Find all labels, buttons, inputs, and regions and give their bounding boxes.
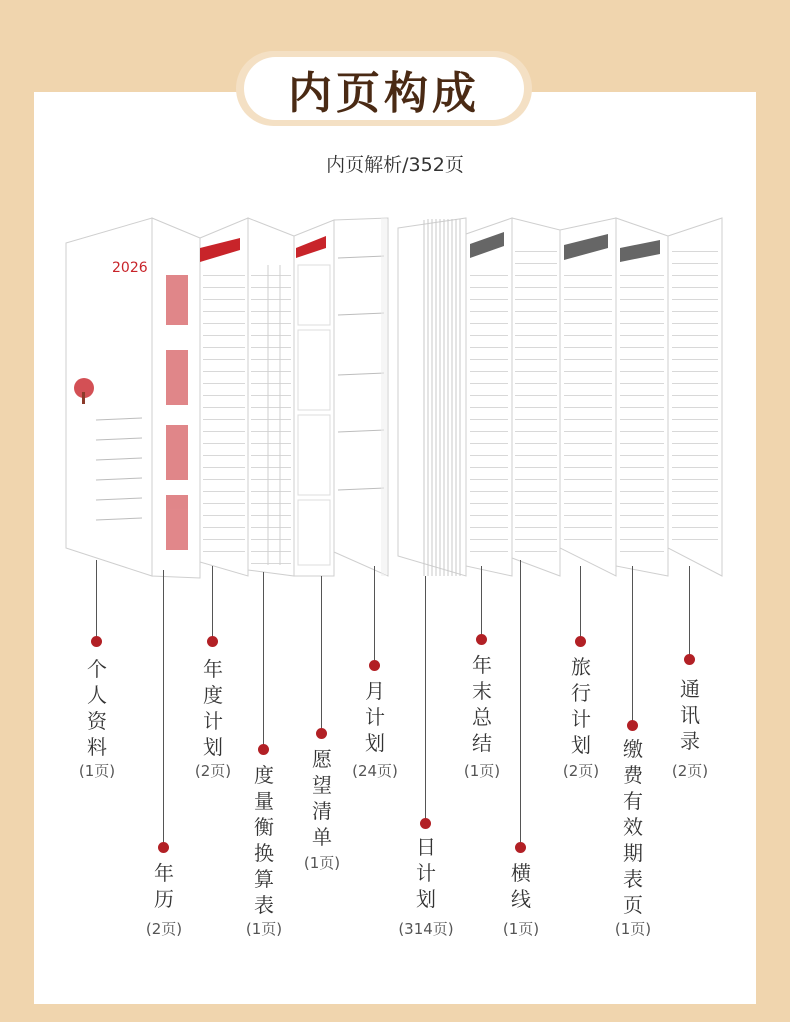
callout-label: 月计划	[365, 679, 385, 755]
callout-label: 度量衡换算表	[254, 763, 274, 917]
callout-count: (2页)	[562, 762, 600, 780]
page-travel-plan	[560, 218, 616, 576]
page-subtitle: 内页解析/352页	[326, 154, 464, 176]
callout-label: 横线	[511, 861, 531, 911]
page-monthly-plan	[334, 218, 388, 576]
callout-count: (2页)	[671, 762, 709, 780]
callout-dot	[420, 818, 431, 829]
callout-label: 年末总结	[472, 653, 492, 755]
callout-count: (1页)	[502, 920, 540, 938]
page-wish-list	[294, 220, 334, 576]
page-logo-text: 2026	[112, 260, 148, 276]
callout-dot	[91, 636, 102, 647]
callout-dot	[476, 634, 487, 645]
callout-dot	[684, 654, 695, 665]
callout-count: (2页)	[145, 920, 183, 938]
page-conversion-table	[248, 218, 294, 576]
callout-count: (1页)	[614, 920, 652, 938]
page-calendar	[152, 218, 200, 578]
callout-dot	[369, 660, 380, 671]
callout-label: 通讯录	[680, 677, 700, 753]
callout-count: (1页)	[78, 762, 116, 780]
callout-label: 旅行计划	[571, 655, 591, 757]
page-year-end-summary	[466, 218, 512, 576]
callout-dot	[316, 728, 327, 739]
callout-count: (24页)	[352, 762, 398, 780]
callout-count: (1页)	[463, 762, 501, 780]
callout-label: 日计划	[416, 835, 436, 911]
callout-count: (1页)	[245, 920, 283, 938]
page-personal-info	[66, 218, 152, 576]
page-yearly-plan	[200, 218, 248, 576]
page-address-book	[668, 218, 722, 576]
callout-dot	[627, 720, 638, 731]
callout-dot	[258, 744, 269, 755]
page-daily-plan	[398, 218, 466, 576]
callout-label: 年度计划	[203, 657, 223, 759]
callout-label: 个人资料	[87, 657, 107, 759]
callout-dot	[207, 636, 218, 647]
callout-count: (314页)	[398, 920, 454, 938]
callout-dot	[575, 636, 586, 647]
callout-dot	[515, 842, 526, 853]
callout-label: 愿望清单	[312, 747, 332, 849]
page-lined	[512, 218, 560, 576]
callout-count: (2页)	[194, 762, 232, 780]
callout-dot	[158, 842, 169, 853]
callout-label: 年历	[154, 861, 174, 911]
page-title: 内页构成	[288, 67, 480, 119]
page-payment-validity	[616, 218, 668, 576]
callout-count: (1页)	[303, 854, 341, 872]
callout-label: 缴费有效期表页	[623, 737, 643, 917]
